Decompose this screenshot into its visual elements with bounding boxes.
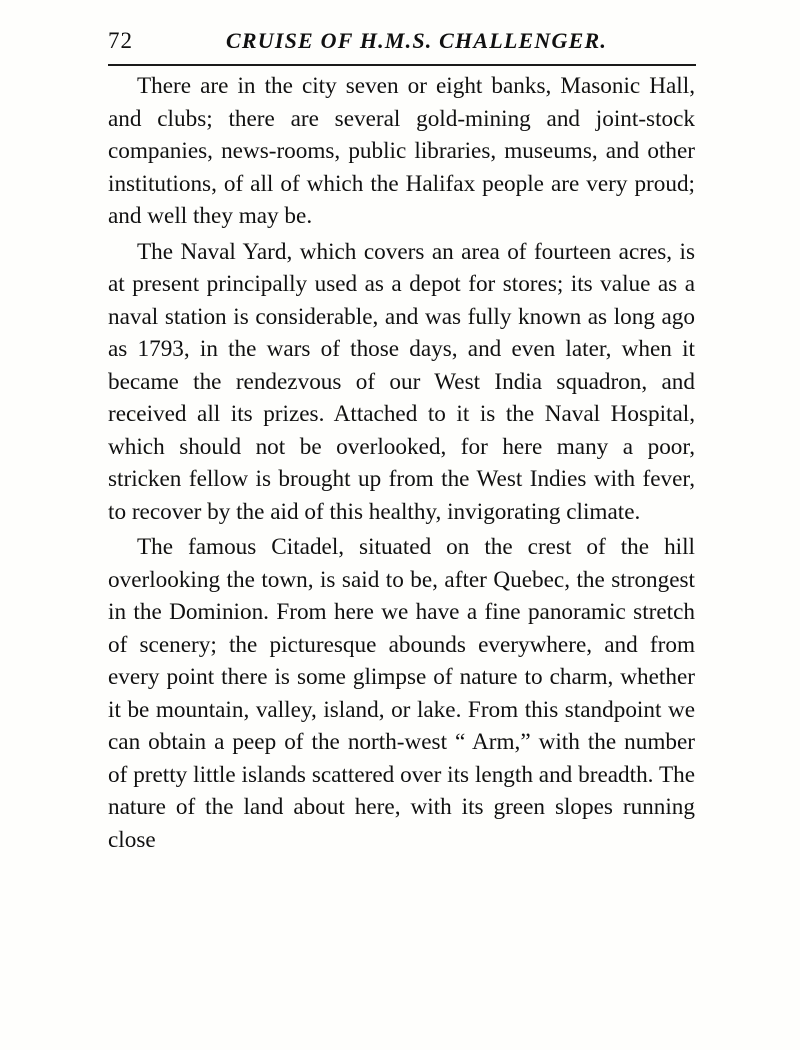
page-number: 72 (108, 28, 133, 53)
body-text (108, 70, 695, 859)
page-header (108, 26, 696, 58)
running-head: CRUISE OF H.M.S. CHALLENGER. (226, 28, 608, 53)
header-rule (108, 64, 696, 66)
paragraph-banks: There are in the city seven or eight banks, Masonic Hall, and clubs; there are several gold-mining and joint-stock companies, news-rooms, public libraries, museums, and other institutions, of all of which the Halifax people are very proud; and well they may be. (108, 73, 695, 229)
paragraph-naval-yard: The Naval Yard, which covers an area of fourteen acres, is at present principally used as a depot for stores; its value as a naval station is considerable, and was fully known as long ago as 1793, in the wars of those days, and even later, when it became the rendezvous of our West India squadron, and received all its prizes. Attached to it is the Naval Hospital, which should not be overlooked, for here many a poor, stricken fellow is brought up from the West Indies with fever, to recover by the aid of this healthy, invigorating climate. (108, 238, 695, 525)
paragraph-citadel: The famous Citadel, situated on the crest of the hill overlooking the town, is said to be, after Quebec, the strongest in the Dominion. From here we have a fine panoramic stretch of scenery; the picturesque abounds everywhere, and from every point there is some glimpse of nature to charm, whether it be mountain, valley, island, or lake. From this standpoint we can obtain a peep of the north-west “ Arm,” with the number of pretty little islands scattered over its length and breadth. The nature of the land about here, with its green slopes running close (108, 534, 695, 853)
